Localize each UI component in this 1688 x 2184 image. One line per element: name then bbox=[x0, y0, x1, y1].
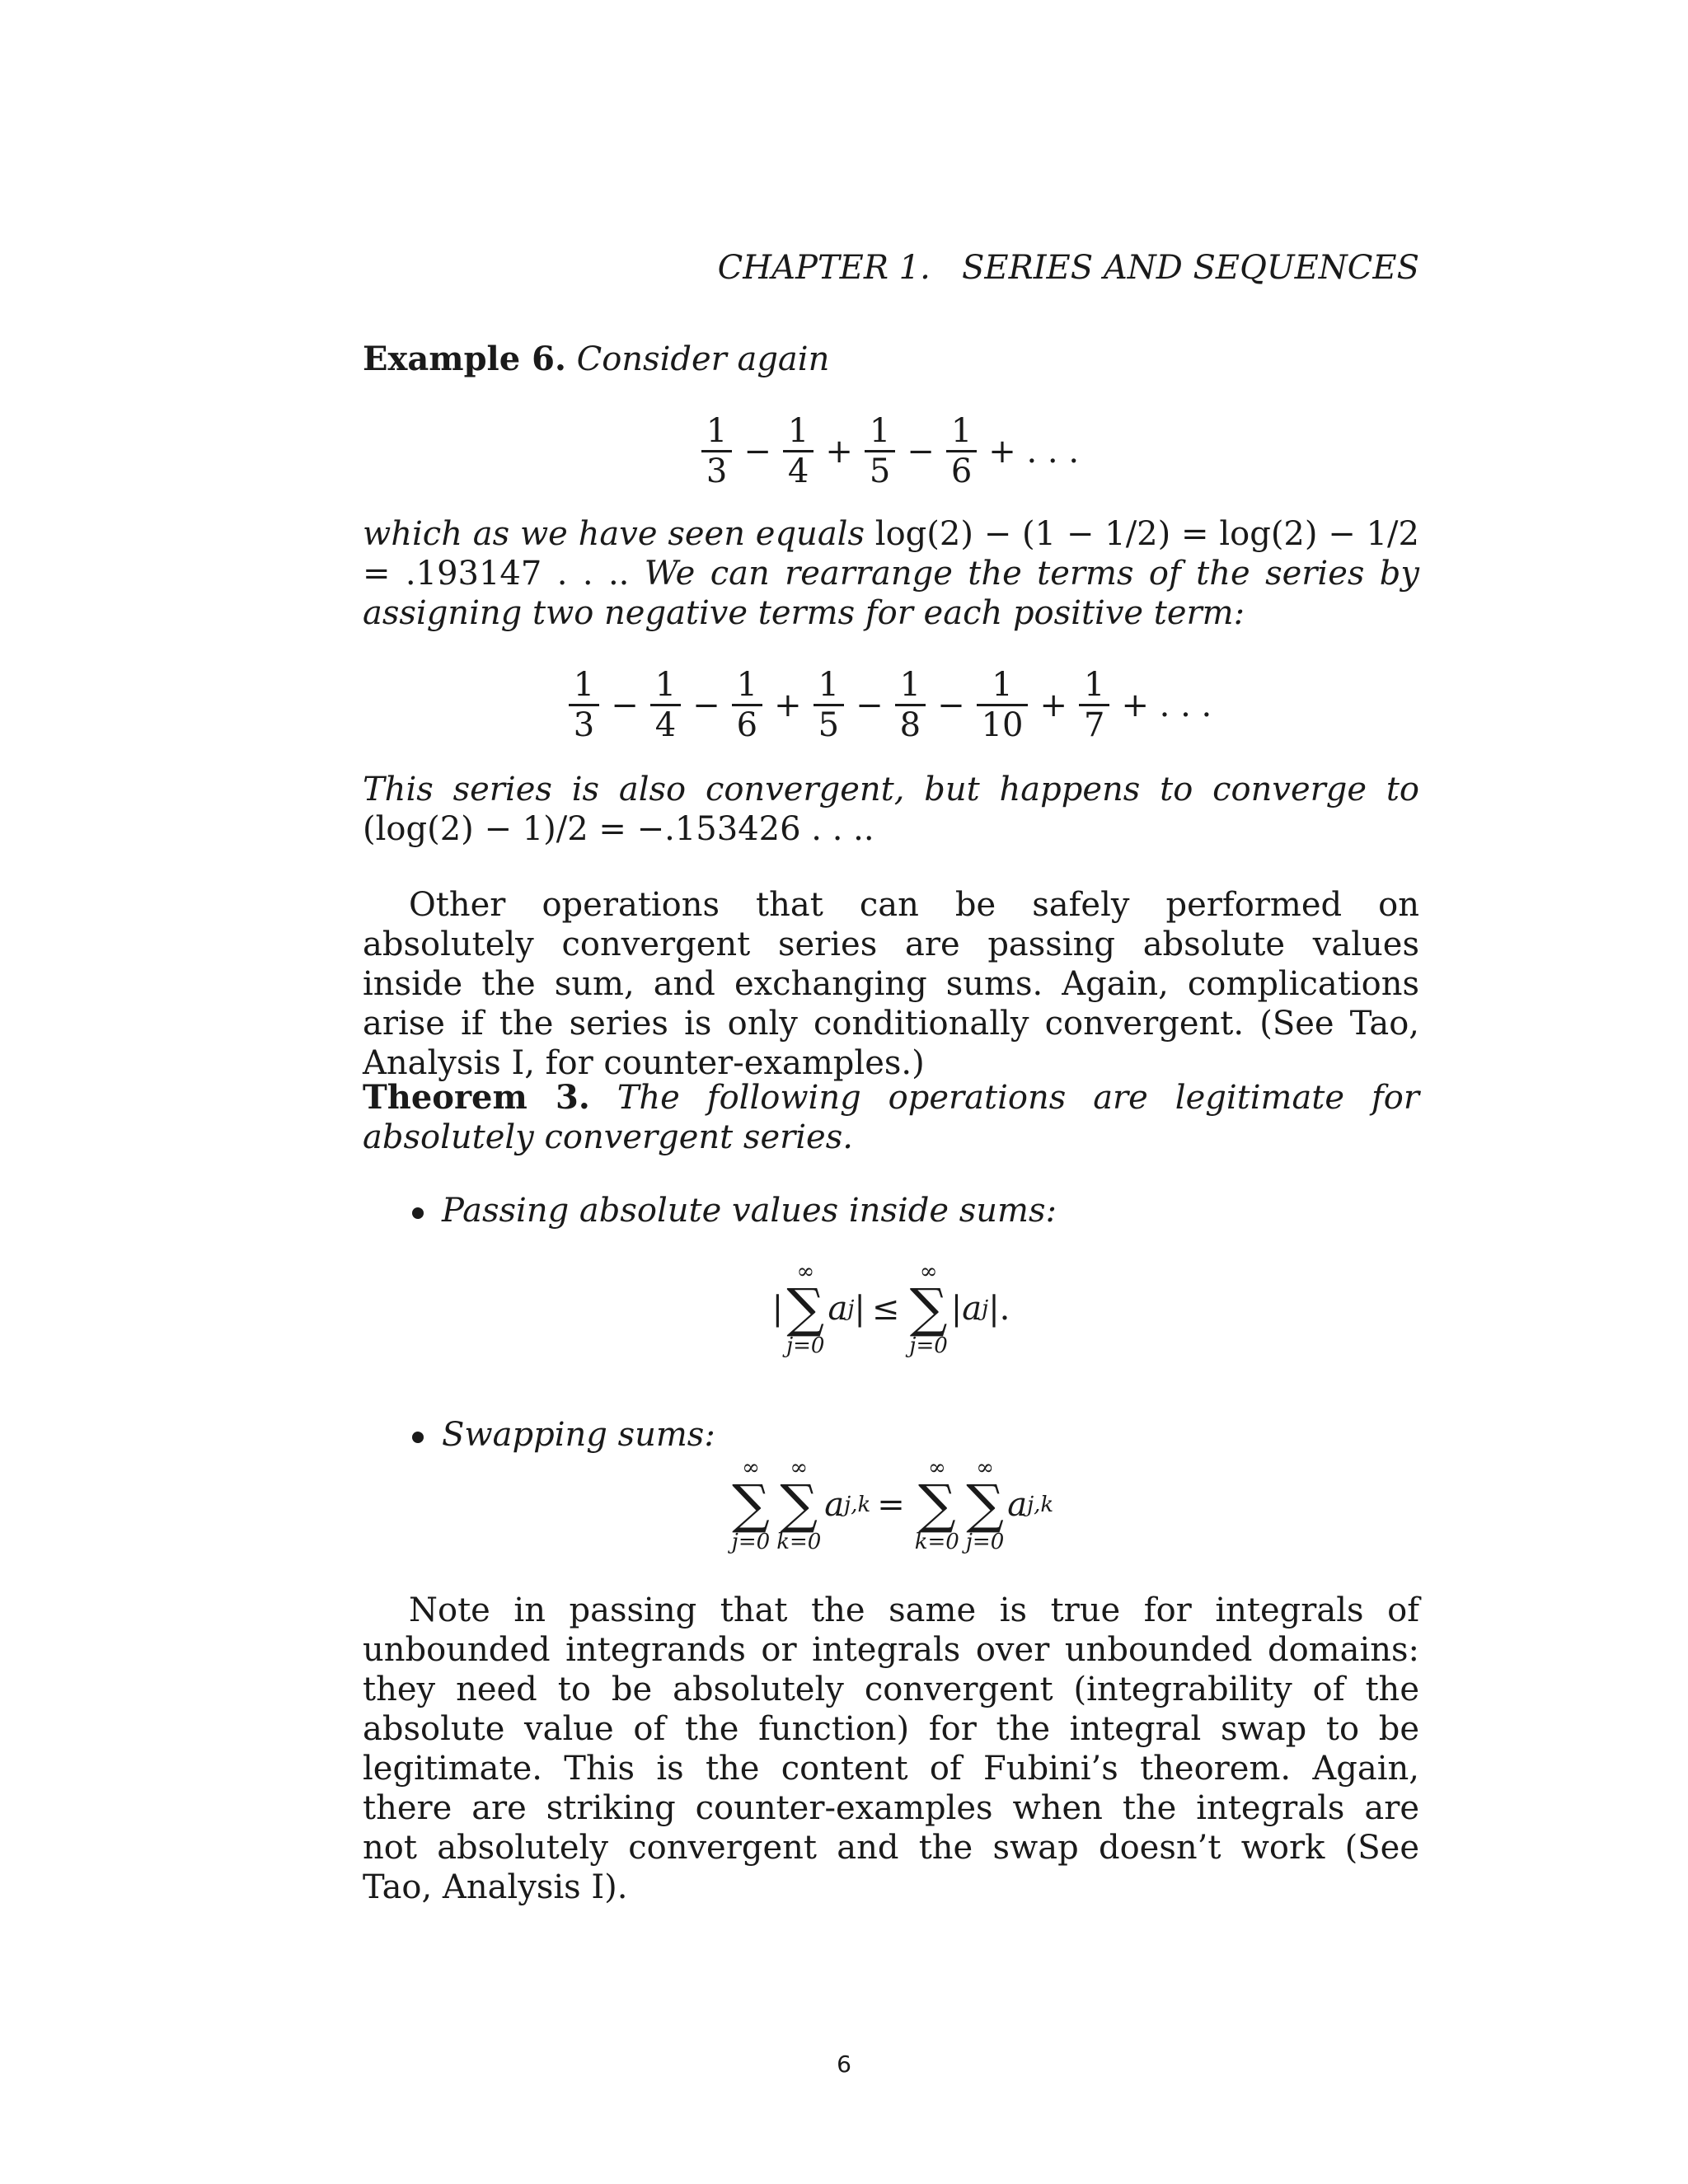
numerator: 1 bbox=[992, 666, 1013, 704]
subscript-jk: j,k bbox=[844, 1493, 871, 1517]
sum-upper-limit: ∞ bbox=[976, 1455, 994, 1480]
subscript-j: j bbox=[847, 1296, 855, 1321]
fraction bbox=[701, 412, 732, 490]
fraction bbox=[895, 666, 926, 744]
leq-sign: ≤ bbox=[871, 1290, 900, 1328]
sum-lower-limit: k=0 bbox=[914, 1530, 959, 1554]
sigma: ∑ bbox=[917, 1474, 956, 1535]
sum-upper-limit: ∞ bbox=[927, 1455, 946, 1480]
example-text-1-math: log(2) − (1 − 1/2) = log(2) − 1/2 = .193147 . . .. bbox=[363, 515, 1419, 593]
fraction bbox=[1079, 666, 1109, 744]
term-a: a bbox=[828, 1290, 848, 1328]
operator-sign: + bbox=[1039, 686, 1067, 724]
operator-sign: − bbox=[856, 686, 884, 724]
fraction bbox=[865, 412, 895, 490]
denominator: 4 bbox=[783, 450, 814, 490]
numerator: 1 bbox=[869, 412, 891, 450]
series-2 bbox=[363, 666, 1419, 744]
example-text-3 bbox=[363, 770, 1419, 849]
example-intro: Consider again bbox=[576, 340, 830, 378]
example-text-1 bbox=[363, 514, 1419, 633]
example-text-3-italic: This series is also convergent, but happens to converge to bbox=[363, 771, 1419, 808]
numerator: 1 bbox=[1084, 666, 1105, 704]
denominator: 5 bbox=[865, 450, 895, 490]
subscript-jk: j,k bbox=[1027, 1493, 1054, 1517]
sum-lower-limit: j=0 bbox=[965, 1530, 1005, 1554]
sigma: ∑ bbox=[786, 1278, 825, 1339]
fraction bbox=[814, 666, 844, 744]
sum-upper-limit: ∞ bbox=[796, 1259, 815, 1284]
sum-symbol bbox=[786, 1261, 824, 1357]
equals-sign: = bbox=[877, 1486, 905, 1524]
abs-bar: | bbox=[950, 1290, 963, 1328]
theorem-label: Theorem 3. bbox=[363, 1078, 590, 1117]
abs-bar: | bbox=[854, 1290, 865, 1328]
fraction bbox=[946, 412, 977, 490]
running-header: CHAPTER 1. SERIES AND SEQUENCES bbox=[717, 249, 1419, 287]
example-heading bbox=[363, 340, 1419, 379]
sum-lower-limit: j=0 bbox=[731, 1530, 771, 1554]
bullet-swapping-sums-text: Swapping sums: bbox=[442, 1416, 715, 1454]
sum-symbol bbox=[776, 1457, 821, 1553]
abs-bar: | bbox=[771, 1290, 784, 1328]
fraction bbox=[977, 666, 1029, 744]
denominator: 10 bbox=[977, 704, 1029, 744]
series-tail: + . . . bbox=[1121, 686, 1212, 724]
numerator: 1 bbox=[654, 666, 677, 704]
inequality-formula bbox=[363, 1261, 1419, 1357]
sum-lower-limit: j=0 bbox=[786, 1333, 825, 1358]
bullet-icon bbox=[412, 1207, 424, 1219]
denominator: 3 bbox=[701, 450, 732, 490]
subscript-j: j bbox=[982, 1296, 989, 1321]
numerator: 1 bbox=[787, 412, 809, 450]
sum-symbol bbox=[915, 1457, 959, 1553]
example-label: Example 6. bbox=[363, 340, 566, 378]
abs-bar: | bbox=[988, 1290, 1000, 1328]
sum-upper-limit: ∞ bbox=[919, 1259, 938, 1284]
example-text-3-math: (log(2) − 1)/2 = −.153426 . . .. bbox=[363, 810, 874, 848]
numerator: 1 bbox=[573, 666, 595, 704]
denominator: 4 bbox=[650, 704, 681, 744]
sum-symbol bbox=[966, 1457, 1004, 1553]
fraction bbox=[783, 412, 814, 490]
bullet-swapping-sums bbox=[412, 1416, 715, 1454]
operator-sign: + bbox=[774, 686, 802, 724]
bullet-absolute-values-text: Passing absolute values inside sums: bbox=[442, 1192, 1057, 1230]
example-text-1-italic: which as we have seen equals bbox=[363, 515, 865, 553]
fraction bbox=[650, 666, 681, 744]
series-tail: + . . . bbox=[988, 432, 1080, 471]
sigma: ∑ bbox=[966, 1474, 1004, 1535]
operator-sign: + bbox=[825, 432, 853, 471]
period: . bbox=[999, 1290, 1010, 1328]
numerator: 1 bbox=[736, 666, 758, 704]
series-1 bbox=[363, 412, 1419, 490]
fraction bbox=[732, 666, 762, 744]
term-a: a bbox=[1007, 1486, 1028, 1524]
bullet-absolute-values bbox=[412, 1192, 1057, 1230]
sum-lower-limit: k=0 bbox=[776, 1530, 822, 1554]
sigma: ∑ bbox=[732, 1474, 770, 1535]
term-a: a bbox=[824, 1486, 845, 1524]
denominator: 6 bbox=[732, 704, 762, 744]
bullet-icon bbox=[412, 1432, 424, 1443]
operator-sign: − bbox=[692, 686, 720, 724]
sum-upper-limit: ∞ bbox=[790, 1455, 809, 1480]
swap-formula bbox=[363, 1457, 1419, 1553]
fraction bbox=[569, 666, 599, 744]
numerator: 1 bbox=[899, 666, 921, 704]
sigma: ∑ bbox=[780, 1474, 818, 1535]
example-text-2: We can rearrange the terms of the series by assigning two negative terms for each positive term: bbox=[363, 555, 1419, 632]
numerator: 1 bbox=[950, 412, 973, 450]
sum-upper-limit: ∞ bbox=[742, 1455, 760, 1480]
numerator: 1 bbox=[818, 666, 840, 704]
sum-symbol bbox=[909, 1261, 947, 1357]
sum-symbol bbox=[732, 1457, 770, 1553]
operator-sign: − bbox=[611, 686, 639, 724]
sum-lower-limit: j=0 bbox=[909, 1333, 948, 1358]
operator-sign: − bbox=[937, 686, 965, 724]
theorem-heading bbox=[363, 1078, 1419, 1157]
numerator: 1 bbox=[706, 412, 728, 450]
sigma: ∑ bbox=[909, 1278, 948, 1339]
denominator: 8 bbox=[895, 704, 926, 744]
denominator: 5 bbox=[814, 704, 844, 744]
denominator: 3 bbox=[569, 704, 599, 744]
paragraph-operations: Other operations that can be safely performed on absolutely convergent series are passing absolute values inside the sum, and exchanging sums. Again, complications arise if the series is only conditionally convergent. (See Tao, Analysis I, for counter-examples.) bbox=[363, 886, 1419, 1082]
denominator: 6 bbox=[946, 450, 977, 490]
denominator: 7 bbox=[1079, 704, 1109, 744]
page-number: 6 bbox=[837, 2050, 851, 2078]
term-a: a bbox=[962, 1290, 982, 1328]
operator-sign: − bbox=[907, 432, 935, 471]
theorem-statement: The following operations are legitimate for absolutely convergent series. bbox=[363, 1079, 1419, 1156]
operator-sign: − bbox=[743, 432, 771, 471]
paragraph-fubini: Note in passing that the same is true for integrals of unbounded integrands or integrals over unbounded domains: they need to be absolutely convergent (integrability of the absolute value of the function) for the integral swap to be legitimate. This is the content of Fubini’s theorem. Again, there are striking counter-examples when the integrals are not absolutely convergent and the swap doesn’t work (See Tao, Analysis I). bbox=[363, 1591, 1419, 1906]
